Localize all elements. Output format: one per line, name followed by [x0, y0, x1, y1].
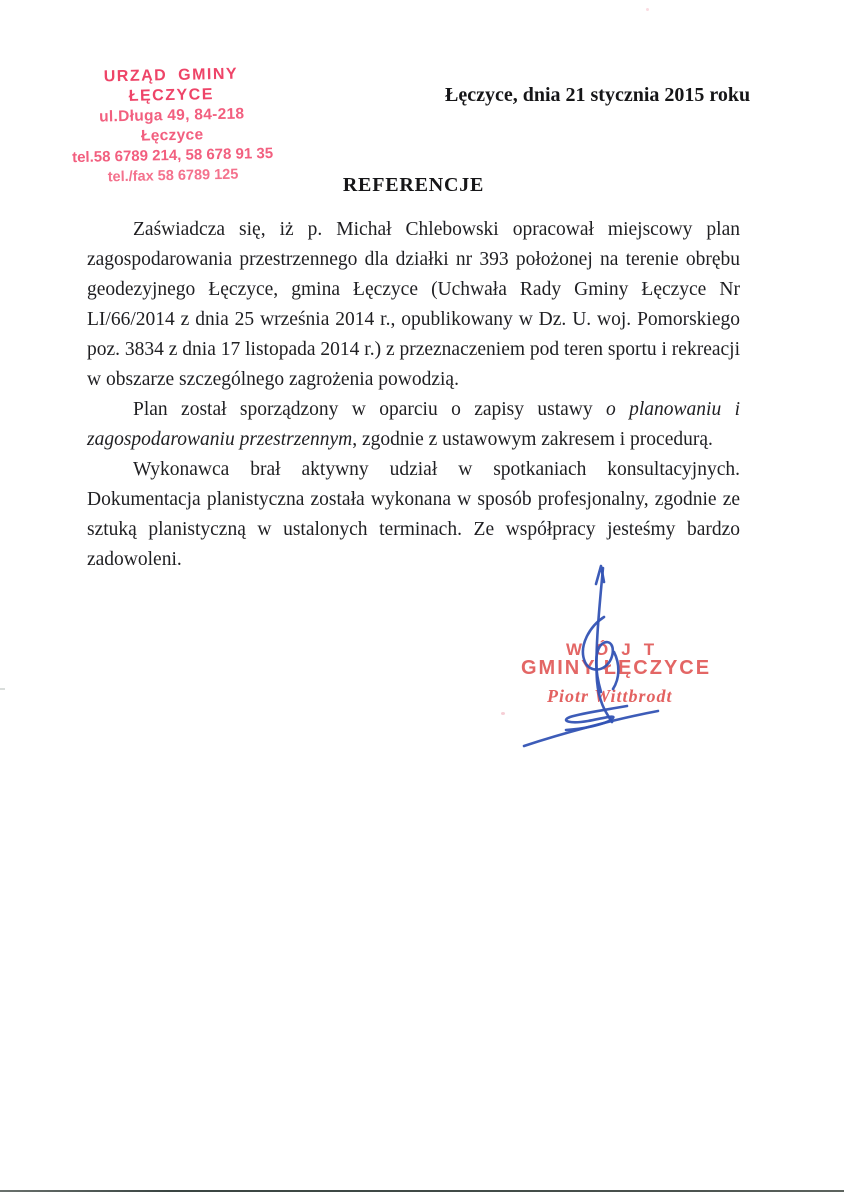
- paragraph-recommendation: Wykonawca brał aktywny udział w spotkaniach konsultacyjnych. Dokumentacja planistyczna została wykonana w sposób profesjonalny, zgodnie ze sztuką planistyczną w ustalonych terminach. Ze współpracy jesteśmy bardzo zadowoleni.: [87, 459, 740, 570]
- office-stamp: [69, 64, 275, 188]
- mayor-stamp-office: GMINY ŁĘCZYCE: [521, 657, 712, 679]
- scan-speck: [501, 712, 505, 715]
- scan-speck: [646, 8, 649, 11]
- mayor-stamp-name: Piotr Wittbrodt: [547, 686, 673, 706]
- letter-body: [87, 215, 740, 575]
- stamp-line-office-name: URZĄD GMINY ŁĘCZYCE: [103, 65, 239, 105]
- paragraph-legal-basis-post: , zgodnie z ustawowym zakresem i procedurą.: [352, 429, 713, 450]
- paragraph-legal-basis-pre: Plan został sporządzony w oparciu o zapisy ustawy: [133, 399, 606, 420]
- paragraph-legal-basis-act-title: o planowaniu i zagospodarowaniu przestrzennym: [87, 399, 740, 450]
- document-title: REFERENCJE: [342, 174, 485, 196]
- signature-strokes: [524, 566, 658, 746]
- paragraph-legal-basis: [87, 395, 740, 455]
- scan-speck: [0, 688, 5, 690]
- scan-artifact-line: [0, 1190, 844, 1192]
- signature-ink: [490, 556, 720, 756]
- mayor-stamp-title: WÓJT: [566, 640, 668, 659]
- stamp-line-phone: tel.58 6789 214, 58 678 91 35: [71, 144, 274, 167]
- date-line: Łęczyce, dnia 21 stycznia 2015 roku: [445, 84, 751, 106]
- stamp-line-fax: tel./fax 58 6789 125: [107, 166, 239, 186]
- paragraph-certification: Zaświadcza się, iż p. Michał Chlebowski opracował miejscowy plan zagospodarowania przestrzennego dla działki nr 393 położonej na terenie obrębu geodezyjnego Łęczyce, gmina Łęczyce (Uchwała Rady Gminy Łęczyce Nr LI/66/2014 z dnia 25 września 2014 r., opublikowany w Dz. U. woj. Pomorskiego poz. 3834 z dnia 17 listopada 2014 r.) z przeznaczeniem pod teren sportu i rekreacji w obszarze szczególnego zagrożenia powodzią.: [87, 219, 741, 390]
- stamp-line-address: ul.Długa 49, 84-218 Łęczyce: [98, 105, 245, 145]
